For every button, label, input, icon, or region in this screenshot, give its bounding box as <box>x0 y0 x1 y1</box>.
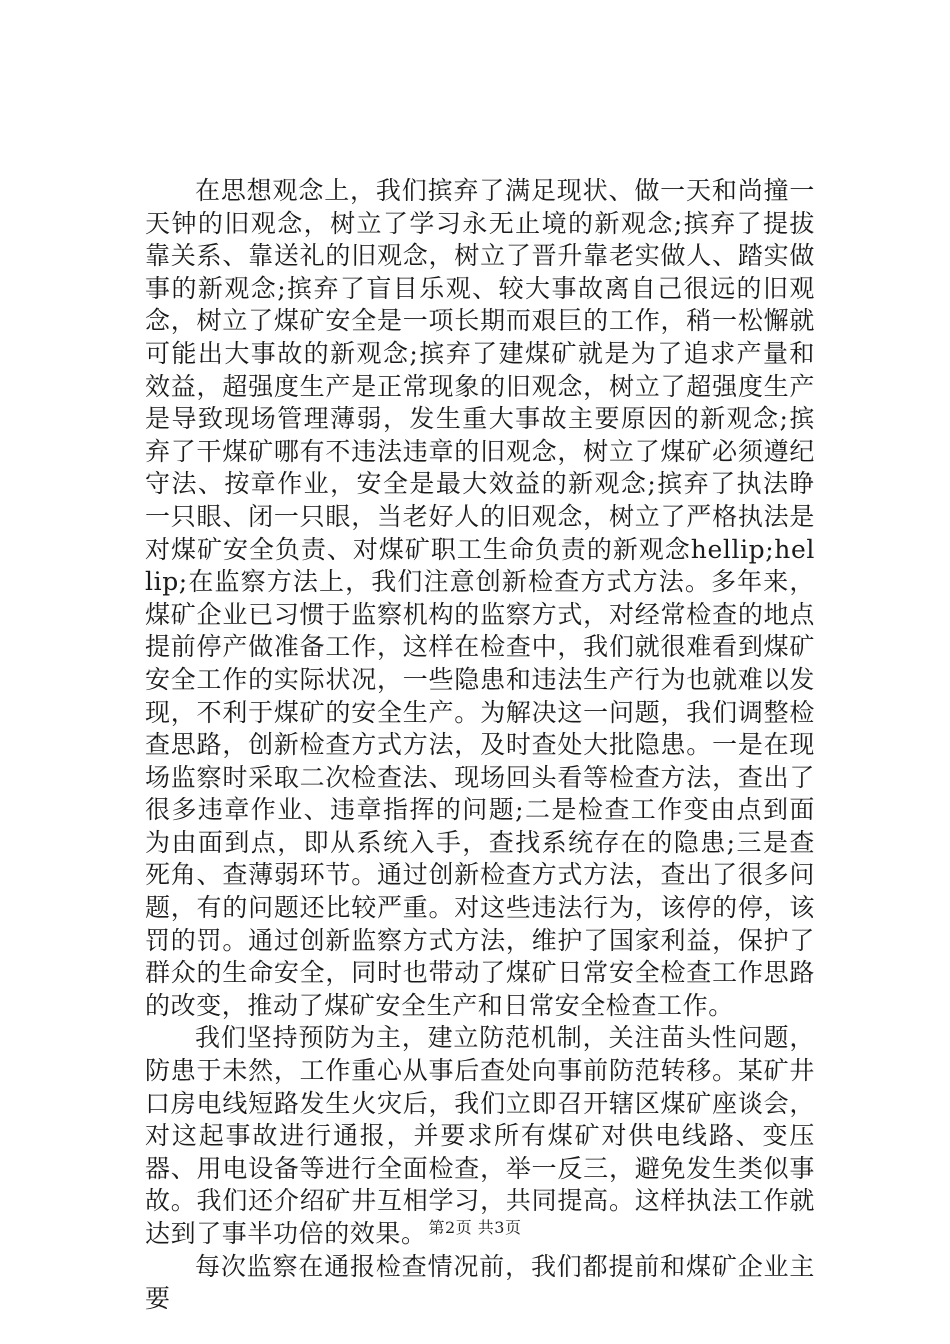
paragraph-3: 每次监察在通报检查情况前，我们都提前和煤矿企业主要 <box>145 1251 815 1314</box>
paragraph-1: 在思想观念上，我们摈弃了满足现状、做一天和尚撞一天钟的旧观念，树立了学习永无止境的新观念;摈弃了提拔靠关系、靠送礼的旧观念，树立了晋升靠老实做人、踏实做事的新观念;摈弃了盲目乐观、较大事故离自己很远的旧观念，树立了煤矿安全是一项长期而艰巨的工作，稍一松懈就可能出大事故的新观念;摈弃了建煤矿就是为了追求产量和效益，超强度生产是正常现象的旧观念，树立了超强度生产是导致现场管理薄弱，发生重大事故主要原因的新观念;摈弃了干煤矿哪有不违法违章的旧观念，树立了煤矿必须遵纪守法、按章作业，安全是最大效益的新观念;摈弃了执法睁一只眼、闭一只眼，当老好人的旧观念，树立了严格执法是对煤矿安全负责、对煤矿职工生命负责的新观念hellip;hellip;在监察方法上，我们注意创新检查方式方法。多年来，煤矿企业已习惯于监察机构的监察方式，对经常检查的地点提前停产做准备工作，这样在检查中，我们就很难看到煤矿安全工作的实际状况，一些隐患和违法生产行为也就难以发现，不利于煤矿的安全生产。为解决这一问题，我们调整检查思路，创新检查方式方法，及时查处大批隐患。一是在现场监察时采取二次检查法、现场回头看等检查方法，查出了很多违章作业、违章指挥的问题;二是检查工作变由点到面为由面到点，即从系统入手，查找系统存在的隐患;三是查死角、查薄弱环节。通过创新检查方式方法，查出了很多问题，有的问题还比较严重。对这些违法行为，该停的停，该罚的罚。通过创新监察方式方法，维护了国家利益，保护了群众的生命安全，同时也带动了煤矿日常安全检查工作思路的改变，推动了煤矿安全生产和日常安全检查工作。 <box>145 176 815 1020</box>
page-footer: 第2页 共3页 <box>428 1218 522 1237</box>
paragraph-2: 我们坚持预防为主，建立防范机制，关注苗头性问题，防患于未然，工作重心从事后查处向事前防范转移。某矿井口房电线短路发生火灾后，我们立即召开辖区煤矿座谈会，对这起事故进行通报，并要求所有煤矿对供电线路、变压器、用电设备等进行全面检查，举一反三，避免发生类似事故。我们还介绍矿井互相学习，共同提高。这样执法工作就达到了事半功倍的效果。 <box>145 1023 815 1248</box>
body-text <box>145 175 815 1316</box>
